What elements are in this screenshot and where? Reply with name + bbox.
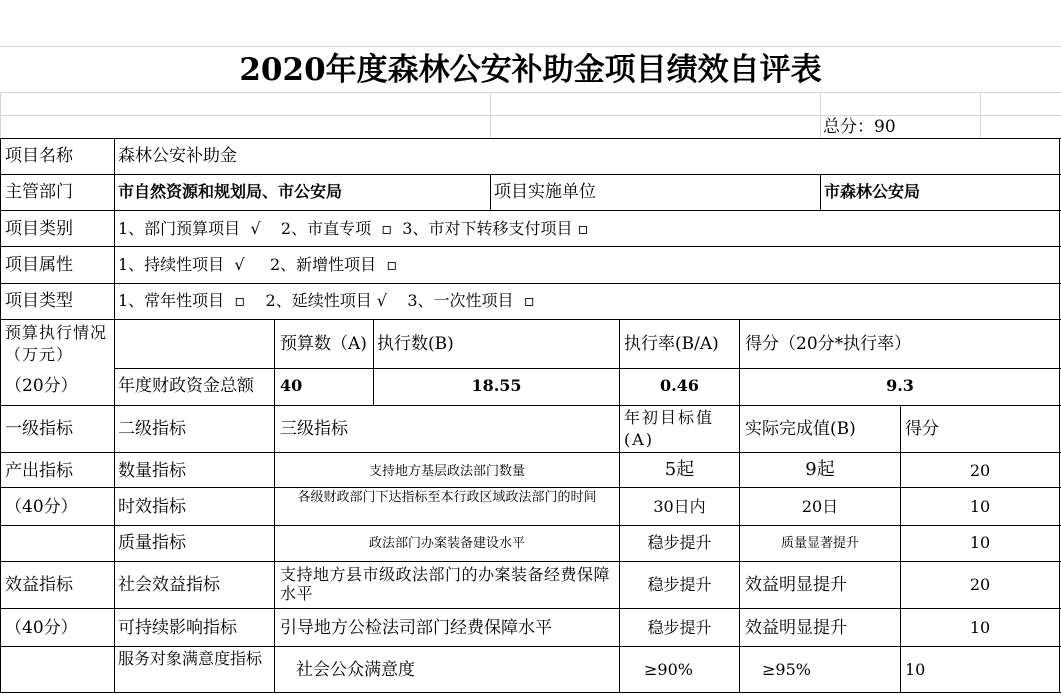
table-row-target: 5起 <box>664 459 695 480</box>
rate-value: 0.46 <box>660 376 699 395</box>
budget-score-value: 9.3 <box>886 376 914 395</box>
project-name-label: 项目名称 <box>5 146 73 166</box>
row-border <box>115 368 1061 369</box>
table-row-level3: 支持地方基层政法部门数量 <box>368 464 525 479</box>
table-row-score: 10 <box>969 533 991 552</box>
table-row-level3: 支持地方县市级政法部门的办案装备经费保障水平 <box>280 565 611 603</box>
table-row-level3: 各级财政部门下达指标至本行政区域政法部门的时间 <box>297 490 597 505</box>
row-border <box>0 452 1061 453</box>
benefit-indicator-label: 效益指标 <box>5 575 73 595</box>
budget-score-col-header: 得分（20分*执行率） <box>745 334 912 354</box>
col-border <box>114 138 115 693</box>
target-header: 年初目标值(A) <box>624 408 715 449</box>
col-border <box>820 174 821 210</box>
col-border <box>0 138 1 693</box>
row-border <box>0 692 1061 693</box>
actual-header: 实际完成值(B) <box>745 419 856 439</box>
table-row-target: 30日内 <box>653 497 706 516</box>
level3-header: 三级指标 <box>280 419 348 439</box>
project-name-value: 森林公安补助金 <box>118 146 237 166</box>
level2-header: 二级指标 <box>118 419 186 439</box>
grid-line <box>490 92 491 138</box>
table-row-score: 20 <box>969 575 991 594</box>
table-row-level3: 政法部门办案装备建设水平 <box>368 536 525 551</box>
category-value: 1、部门预算项目 √ 2、市直专项 ▫ 3、市对下转移支付项目 ▫ <box>118 219 589 238</box>
budget-value: 40 <box>280 376 303 395</box>
budget-row-label: 年度财政资金总额 <box>118 376 254 396</box>
table-row-target: 稳步提升 <box>647 618 712 637</box>
dept-value: 市自然资源和规划局、市公安局 <box>118 182 343 201</box>
grid-line <box>0 115 1061 116</box>
budget-section-label: 预算执行情况（万元） <box>5 323 108 364</box>
grid-line <box>0 46 1061 47</box>
table-row-target: 稳步提升 <box>647 533 712 552</box>
table-row-target: ≥90% <box>644 660 693 679</box>
row-border <box>0 210 1061 211</box>
table-row-level2: 时效指标 <box>118 497 186 517</box>
budget-col-header: 预算数（A) <box>280 334 367 354</box>
type-label: 项目类型 <box>5 291 73 311</box>
table-row-actual: 9起 <box>805 459 835 480</box>
row-border <box>0 319 1061 320</box>
col-border <box>274 319 275 693</box>
total-score: 总分：90 <box>823 117 896 137</box>
table-row-actual: 质量显著提升 <box>780 536 859 551</box>
grid-line <box>0 92 1 138</box>
grid-line <box>0 92 1061 93</box>
table-row-level2: 可持续影响指标 <box>118 618 237 638</box>
row-border <box>0 174 1061 175</box>
benefit-indicator-points: （40分） <box>5 618 78 638</box>
table-row-actual: 效益明显提升 <box>745 618 847 638</box>
output-indicator-points: （40分） <box>5 497 78 517</box>
col-border <box>490 174 491 210</box>
row-border <box>0 608 1061 609</box>
attribute-label: 项目属性 <box>5 255 73 275</box>
row-border <box>0 487 1061 488</box>
row-border <box>0 283 1061 284</box>
exec-col-header: 执行数(B) <box>377 334 454 354</box>
rate-col-header: 执行率(B/A) <box>624 334 719 354</box>
type-value: 1、常年性项目 ▫ 2、延续性项目 √ 3、一次性项目 ▫ <box>118 291 535 310</box>
grid-line <box>980 92 981 138</box>
grid-line <box>820 92 821 138</box>
budget-points: （20分） <box>5 376 78 396</box>
table-row-level3: 社会公众满意度 <box>296 660 415 680</box>
table-row-level2: 质量指标 <box>118 533 186 553</box>
table-row-score: 10 <box>969 497 991 516</box>
category-label: 项目类别 <box>5 219 73 239</box>
row-border <box>0 646 1061 647</box>
attribute-value: 1、持续性项目 √ 2、新增性项目 ▫ <box>118 255 398 274</box>
level1-header: 一级指标 <box>5 419 73 439</box>
output-indicator-label: 产出指标 <box>5 461 73 481</box>
score-header: 得分 <box>905 419 939 439</box>
exec-value: 18.55 <box>471 376 522 395</box>
table-row-level2: 数量指标 <box>118 461 186 481</box>
table-row-actual: ≥95% <box>762 660 811 679</box>
table-row-score: 20 <box>969 461 991 480</box>
table-row-level3: 引导地方公检法司部门经费保障水平 <box>280 618 552 638</box>
dept-label: 主管部门 <box>5 182 73 202</box>
col-border <box>1059 138 1060 693</box>
impl-label: 项目实施单位 <box>494 182 596 202</box>
table-row-target: 稳步提升 <box>647 575 712 594</box>
row-border <box>0 525 1061 526</box>
impl-value: 市森林公安局 <box>824 182 921 201</box>
table-row-level2: 服务对象满意度指标 <box>118 649 263 668</box>
row-border <box>0 138 1061 139</box>
row-border <box>0 405 1061 406</box>
table-row-level2: 社会效益指标 <box>118 575 220 595</box>
row-border <box>0 561 1061 562</box>
table-row-actual: 效益明显提升 <box>745 575 847 595</box>
table-row-score: 10 <box>969 618 991 637</box>
table-row-score: 10 <box>905 660 926 679</box>
row-border <box>0 246 1061 247</box>
page-title: 2020年度森林公安补助金项目绩效自评表 <box>239 52 822 88</box>
table-row-actual: 20日 <box>801 497 839 516</box>
